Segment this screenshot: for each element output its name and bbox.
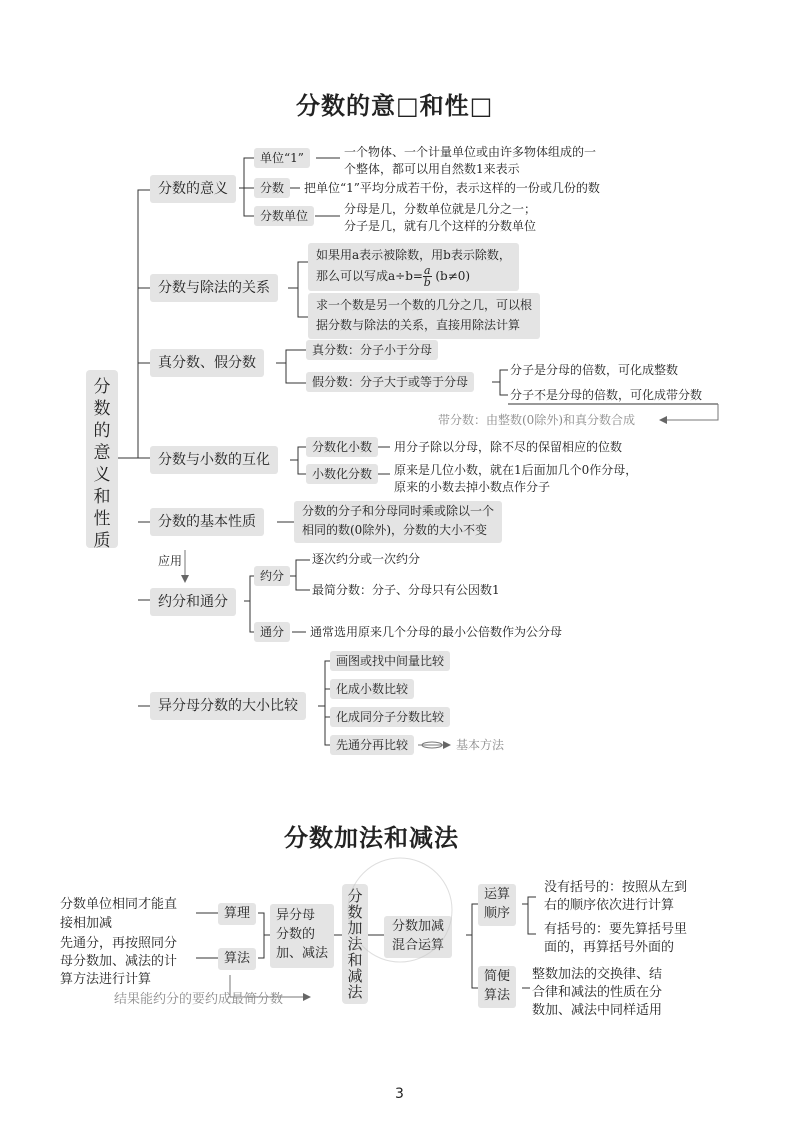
fraction-a-over-b: $\frac{a}{b}$ (423, 264, 431, 289)
order-no-bracket-line2: 右的顺序依次进行计算 (544, 898, 675, 913)
node-fraction-decimal: 分数与小数的互化 (150, 446, 278, 474)
suanli-desc-line1: 分数单位相同才能直 (60, 897, 178, 912)
order-bracket-line2: 面的，再算括号外面的 (544, 940, 675, 955)
reduce-method: 逐次约分或一次约分 (312, 552, 421, 566)
suanfa-desc-line2: 母分数加、减法的计 (60, 954, 178, 969)
division-application-line2: 据分数与除法的关系，直接用除法计算 (316, 318, 521, 332)
improper-fraction-def: 假分数：分子大于或等于分母 (306, 372, 474, 392)
proper-fraction-def: 真分数：分子小于分母 (306, 340, 438, 360)
page-number: 3 (395, 1086, 404, 1102)
unlike-line2: 分数的 (276, 927, 316, 942)
order-line1: 运算 (484, 887, 511, 902)
simple-line2: 算法 (484, 988, 511, 1003)
node-reduce-common-denominator: 约分和通分 (150, 588, 236, 616)
division-application-line1: 求一个数是另一个数的几分之几，可以根 (316, 298, 533, 312)
order-bracket-line1: 有括号的：要先算括号里 (544, 922, 688, 937)
suanli-desc-line2: 接相加减 (60, 916, 113, 931)
node-operation-order (478, 884, 516, 926)
node-simple-calculation (478, 966, 516, 1008)
node-fraction-meaning: 分数的意义 (150, 175, 236, 203)
node-decimal-to-fraction: 小数化分数 (306, 464, 378, 484)
mixed-line1: 分数加减 (392, 919, 445, 934)
basic-property-line1: 分数的分子和分母同时乘或除以一个 (302, 504, 495, 518)
watermark-stamp (335, 840, 465, 970)
node-unlike-add-subtract (270, 904, 334, 968)
fraction-desc: 把单位“1”平均分成若干份，表示这样的一份或几份的数 (304, 181, 600, 195)
unlike-line3: 加、减法 (276, 946, 329, 961)
mixed-number-def: 带分数：由整数(0除外)和真分数合成 (438, 413, 635, 427)
order-no-bracket-line1: 没有括号的：按照从左到 (544, 880, 688, 895)
improper-case-integer: 分子是分母的倍数，可化成整数 (510, 363, 679, 377)
node-reduce: 约分 (254, 566, 290, 586)
order-bracket (544, 921, 687, 957)
unit-one-desc-line1: 一个物体、一个计量单位或由许多物体组成的一 (344, 145, 597, 159)
section-title-add-subtract: 分数加法和减法 (284, 824, 459, 852)
suanli-desc (60, 895, 177, 933)
node-compare-unlike: 异分母分数的大小比较 (150, 692, 306, 720)
decimal-to-fraction-line1: 原来是几位小数，就在1后面加几个0作分母， (394, 463, 638, 477)
basic-property-box (294, 501, 502, 543)
simple-desc-line3: 数加、减法中同样适用 (532, 1003, 663, 1018)
suanfa-desc-line3: 算方法进行计算 (60, 972, 152, 987)
compare-method-draw: 画图或找中间量比较 (330, 651, 450, 671)
node-suanli: 算理 (218, 903, 256, 925)
simple-line1: 简便 (484, 969, 511, 984)
improper-case-mixed: 分子不是分母的倍数，可化成带分数 (510, 388, 703, 402)
division-rule-line1: 如果用a表示被除数，用b表示除数， (316, 248, 511, 262)
node-fraction-division: 分数与除法的关系 (150, 274, 278, 302)
fraction-to-decimal-desc: 用分子除以分母，除不尽的保留相应的位数 (394, 440, 623, 454)
division-application-box (308, 293, 540, 339)
node-fraction-to-decimal: 分数化小数 (306, 437, 378, 457)
node-unit-one: 单位“1” (254, 148, 310, 168)
node-fraction: 分数 (254, 178, 290, 198)
unlike-line1: 异分母 (276, 908, 316, 923)
root-node-add-subtract: 分 数 加 法 和 减 法 (342, 884, 368, 1004)
simplest-fraction-def: 最简分数：分子、分母只有公因数1 (312, 583, 500, 597)
section-title-fraction-meaning: 分数的意□和性□ (296, 92, 494, 120)
basic-method-label: 基本方法 (456, 738, 505, 752)
compare-method-common-denominator: 先通分再比较 (330, 735, 414, 755)
node-common-denominator: 通分 (254, 622, 290, 642)
decimal-to-fraction-line2: 原来的小数去掉小数点作分子 (394, 480, 551, 494)
root-node-meaning-property: 分 数 的 意 义 和 性 质 (86, 370, 118, 548)
simple-calculation-desc (532, 966, 662, 1020)
basic-property-line2: 相同的数(0除外)，分数的大小不变 (302, 523, 487, 537)
compare-method-decimal: 化成小数比较 (330, 679, 414, 699)
node-proper-improper: 真分数、假分数 (150, 349, 264, 377)
order-line2: 顺序 (484, 906, 511, 921)
mixed-line2: 混合运算 (392, 938, 445, 953)
simplify-result-note: 结果能约分的要约成最简分数 (114, 992, 284, 1007)
division-rule-box (308, 243, 519, 291)
suanfa-desc (60, 935, 177, 989)
order-no-bracket (544, 879, 687, 915)
compare-method-same-numerator: 化成同分子分数比较 (330, 707, 450, 727)
node-suanfa: 算法 (218, 948, 256, 970)
simple-desc-line1: 整数加法的交换律、结 (532, 967, 663, 982)
apply-label: 应用 (158, 554, 183, 568)
node-basic-property: 分数的基本性质 (150, 508, 264, 536)
fraction-unit-desc-line1: 分母是几，分数单位就是几分之一； (344, 202, 537, 216)
simple-desc-line2: 合律和减法的性质在分 (532, 985, 663, 1000)
unit-one-desc-line2: 个整体，都可以用自然数1来表示 (344, 162, 520, 176)
common-denominator-desc: 通常选用原来几个分母的最小公倍数作为公分母 (310, 625, 563, 639)
division-rule-line2: 那么可以写成a÷b= $\frac{a}{b}$ (b≠0) (316, 264, 471, 289)
fraction-unit-desc-line2: 分子是几，就有几个这样的分数单位 (344, 219, 537, 233)
node-fraction-unit: 分数单位 (254, 206, 314, 226)
suanfa-desc-line1: 先通分，再按照同分 (60, 936, 178, 951)
